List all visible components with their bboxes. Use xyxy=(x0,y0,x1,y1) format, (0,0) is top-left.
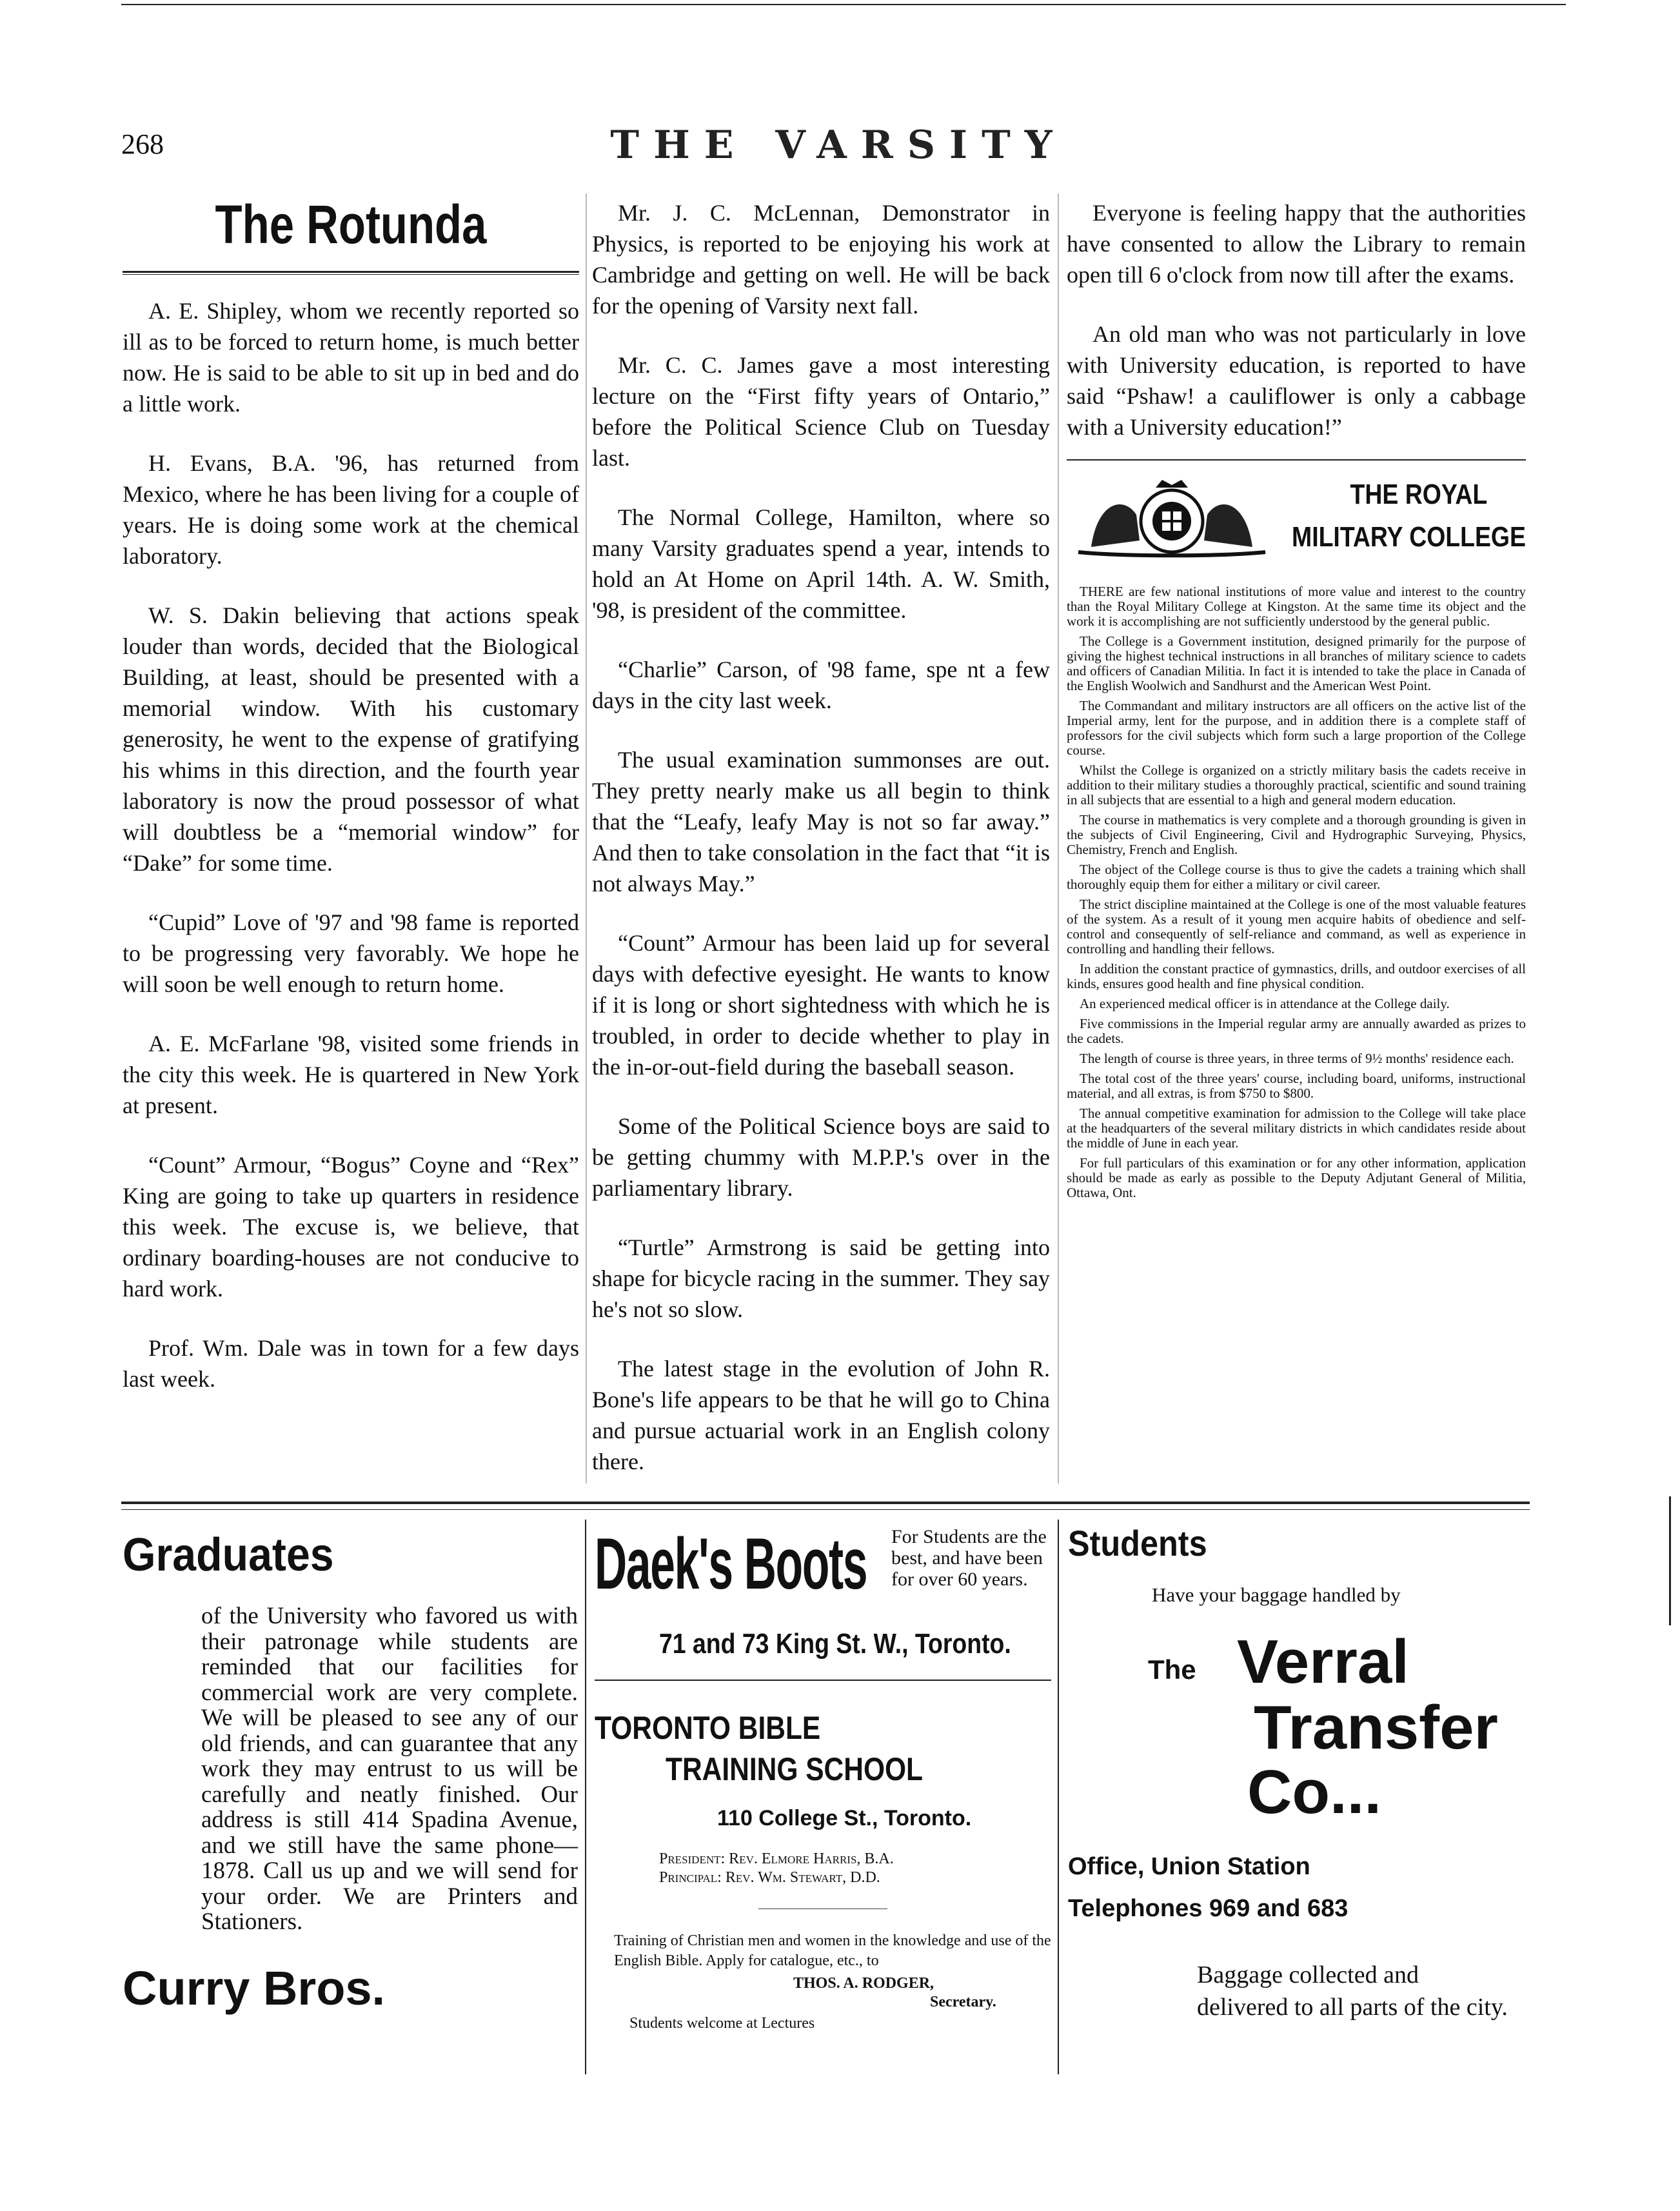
news-item: Mr. J. C. McLennan, Demonstrator in Physics, is reported to be enjoying his work at Cambridge and getting on well. He will be back for the opening of Varsity next fall. xyxy=(592,200,1050,319)
ad-verral-the: The xyxy=(1148,1654,1196,1685)
ad-bible-president: President: Rev. Elmore Harris, B.A. xyxy=(659,1850,894,1867)
rmc-paragraph: Five commissions in the Imperial regular army are annually awarded as prizes to the cadets. xyxy=(1067,1016,1526,1046)
ad-verral-name-line1: Verral xyxy=(1237,1627,1409,1696)
ad-verral-name-line3: Co... xyxy=(1247,1758,1381,1827)
section-title: The Rotunda xyxy=(215,194,487,255)
news-item: H. Evans, B.A. '96, has returned from Mexico, where he has been living for a couple of years. He is doing some work at the chemical laboratory. xyxy=(123,450,579,569)
news-item: W. S. Dakin believing that actions speak louder than words, decided that the Biological Building, at least, should be presented with a memorial window. With his customary generosity, he went to the expense of gratifying his whims in this direction, and the fourth year laboratory is now the proud possessor of what will doubtless be a “memorial window” for “Dake” for some time. xyxy=(123,602,579,876)
ad-bible-title-line2: TRAINING SCHOOL xyxy=(666,1751,924,1787)
news-item: “Count” Armour has been laid up for several days with defective eyesight. He wants to know if it is long or short sightedness with which he is troubled, in order to decide whether to play in the in-or-out-field during the baseball season. xyxy=(592,930,1050,1080)
ad-bible-contact-role: Secretary. xyxy=(930,1994,996,2010)
news-item: Prof. Wm. Dale was in town for a few days last week. xyxy=(123,1335,579,1392)
column-rotunda xyxy=(123,193,579,1423)
ad-bible-school xyxy=(595,1709,1051,2032)
column-divider xyxy=(586,193,587,1483)
ad-bible-title-line1 xyxy=(595,1709,983,1747)
rmc-paragraph: The annual competitive examination for admission to the College will take place at the headquarters of the several military districts in which candidates reside about the middle of June in each year. xyxy=(1067,1106,1526,1151)
section-rule-thin xyxy=(121,1509,1530,1510)
news-item: “Turtle” Armstrong is said be getting into shape for bicycle racing in the summer. They say he's not so slow. xyxy=(592,1234,1050,1322)
ad-daeks-address: 71 and 73 King St. W., Toronto. xyxy=(659,1628,1011,1660)
news-item: Some of the Political Science boys are said to be getting chummy with M.P.P.'s over in the parliamentary library. xyxy=(592,1113,1050,1201)
news-item: “Cupid” Love of '97 and '98 fame is reported to be progressing very favorably. We hope he will soon be well enough to return home. xyxy=(123,909,579,997)
rmc-paragraph: For full particulars of this examination or for any other information, application should be made as early as possible to the Deputy Adjutant General of Militia, Ottawa, Ont. xyxy=(1067,1155,1526,1200)
title-rule-thin xyxy=(123,274,579,275)
news-item: The usual examination summonses are out. They pretty nearly make us all begin to think that the “Leafy, leafy May is not so far away.” And then to take consolation in the fact that “it is not always May.” xyxy=(592,747,1050,897)
rmc-paragraph: The course in mathematics is very complete and a thorough grounding is given in the subjects of Civil Engineering, Civil and Hydrographic Surveying, Physics, Chemistry, French and English. xyxy=(1067,812,1526,857)
page-number: 268 xyxy=(121,128,164,160)
ad-graduates xyxy=(123,1529,578,2016)
rmc-paragraph: The Commandant and military instructors are all officers on the active list of the Imperial army, lent for the purpose, and in addition there is a complete staff of professors for the civil subjects which form such a large proportion of the College course. xyxy=(1067,698,1526,758)
coat-of-arms-icon xyxy=(1072,476,1272,560)
news-item: “Count” Armour, “Bogus” Coyne and “Rex” King are going to take up quarters in residence this week. The excuse is, we believe, that ordinary boarding-houses are not conducive to hard work. xyxy=(123,1152,579,1302)
column-divider xyxy=(1058,193,1059,1483)
rmc-paragraph: In addition the constant practice of gymnastics, drills, and outdoor exercises of all kinds, ensures good health and fine physical condition. xyxy=(1067,961,1526,991)
news-item: A. E. Shipley, whom we recently reported so ill as to be forced to return home, is much better now. He is said to be able to sit up in bed and do a little work. xyxy=(123,298,579,417)
title-rule xyxy=(123,271,579,273)
ad-verral-telephones: Telephones 969 and 683 xyxy=(1068,1895,1349,1922)
section-rule xyxy=(121,1502,1530,1504)
rmc-paragraph: The College is a Government institution, designed primarily for the purpose of giving the highest technical instructions in all branches of military science to cadets and officers of Canadian Militia. In fact it is intended to take the place in Canada of the English Woolwich and Sandhurst and the American West Point. xyxy=(1067,633,1526,693)
news-item: The latest stage in the evolution of John R. Bone's life appears to be that he will go to China and pursue actuarial work in an English colony there. xyxy=(592,1356,1050,1474)
ad-divider xyxy=(1058,1520,1059,2074)
rmc-paragraph: Whilst the College is organized on a strictly military basis the cadets receive in addition to their military studies a thoroughly practical, scientific and sound training in all subjects that are essential to a high and general modern education. xyxy=(1067,762,1526,808)
ad-divider xyxy=(585,1520,586,2074)
column-middle xyxy=(592,197,1050,1505)
rmc-paragraph: The object of the College course is thus to give the cadets a training which shall thoroughly equip them for either a military or civil career. xyxy=(1067,862,1526,892)
rmc-paragraph: An experienced medical officer is in attendance at the College daily. xyxy=(1080,996,1450,1011)
ad-bible-principal: Principal: Rev. Wm. Stewart, D.D. xyxy=(659,1869,880,1886)
top-rule xyxy=(121,4,1566,5)
ad-verral-brand xyxy=(1068,1627,1532,1827)
ad-graduates-body: of the University who favored us with their patronage while students are reminded that our facilities for commercial work are very complete. We will be pleased to see any of our old friends, and can guarantee that any work they may entrust to us will be carefully and neatly finished. Our address is still 414 Spadina Avenue, and we still have the same phone—1878. Call us up and we will send for your order. We are Printers and Stationers. xyxy=(201,1603,578,1935)
ad-verral-title: Students xyxy=(1068,1523,1207,1563)
ad-verral-subtitle: Have your baggage handled by xyxy=(1152,1583,1401,1606)
ad-daeks-tagline: For Students are the best, and have been for over 60 years. xyxy=(891,1526,1047,1590)
edge-mark xyxy=(1669,1496,1671,1625)
ad-bible-title-text: TORONTO BIBLE xyxy=(595,1710,821,1746)
masthead: THE VARSITY xyxy=(610,123,1067,168)
ad-verral-footer: Baggage collected and delivered to all parts of the city. xyxy=(1197,1961,1508,2021)
rmc-title-line1: THE ROYAL xyxy=(1350,479,1487,510)
ad-verral-name-line2: Transfer xyxy=(1254,1693,1498,1762)
ad-graduates-title: Graduates xyxy=(123,1529,334,1581)
news-item: The Normal College, Hamilton, where so many Varsity graduates spend a year, intends to hold an At Home on April 14th. A. W. Smith, '98, is president of the committee. xyxy=(592,504,1050,623)
ad-bible-footer: Students welcome at Lectures xyxy=(629,2015,815,2032)
column-right xyxy=(1067,197,1526,1205)
rmc-header xyxy=(1067,476,1526,573)
news-item: An old man who was not particularly in love with University education, is reported to have said “Pshaw! a cauliflower is only a cabbage with a University education!” xyxy=(1067,321,1526,440)
rmc-title-line2: MILITARY COLLEGE xyxy=(1292,521,1526,553)
news-item: “Charlie” Carson, of '98 fame, spe nt a few days in the city last week. xyxy=(592,657,1050,713)
rmc-paragraph: The length of course is three years, in three terms of 9½ months' residence each. xyxy=(1080,1051,1514,1066)
ad-bible-description: Training of Christian men and women in the knowledge and use of the English Bible. Apply for catalogue, etc., to xyxy=(614,1932,1051,1969)
rmc-rule xyxy=(1067,459,1526,461)
ad-bible-address: 110 College St., Toronto. xyxy=(717,1806,972,1830)
ad-daeks-rule xyxy=(595,1680,1051,1681)
news-item: Everyone is feeling happy that the authorities have consented to allow the Library to remain open till 6 o'clock from now till after the exams. xyxy=(1067,200,1526,288)
ad-graduates-signature: Curry Bros. xyxy=(123,1961,386,2015)
rmc-paragraph: The total cost of the three years' course, including board, uniforms, instructional material, and all extras, is from $750 to $800. xyxy=(1067,1071,1526,1101)
ad-daeks-title: Daek's Boots xyxy=(595,1523,867,1604)
ad-verral-transfer xyxy=(1068,1522,1532,2023)
ad-bible-contact-name: THOS. A. RODGER, xyxy=(793,1975,934,1992)
rmc-body xyxy=(1067,584,1526,1200)
ad-verral-office: Office, Union Station xyxy=(1068,1853,1310,1880)
news-item: Mr. C. C. James gave a most interesting lecture on the “First fifty years of Ontario,” before the Political Science Club on Tuesday last. xyxy=(592,352,1050,471)
rmc-paragraph: The strict discipline maintained at the College is one of the most valuable features of the system. As a result of it young men acquire habits of obedience and self-control and consequently of self-reliance and command, as well as experience in controlling and handling their fellows. xyxy=(1067,897,1526,957)
news-item: A. E. McFarlane '98, visited some friends in the city this week. He is quartered in New York at present. xyxy=(123,1031,579,1118)
rmc-paragraph: THERE are few national institutions of more value and interest to the country than the Royal Military College at Kingston. At the same time its object and the work it is accomplishing are not sufficiently understood by the general public. xyxy=(1067,584,1526,629)
